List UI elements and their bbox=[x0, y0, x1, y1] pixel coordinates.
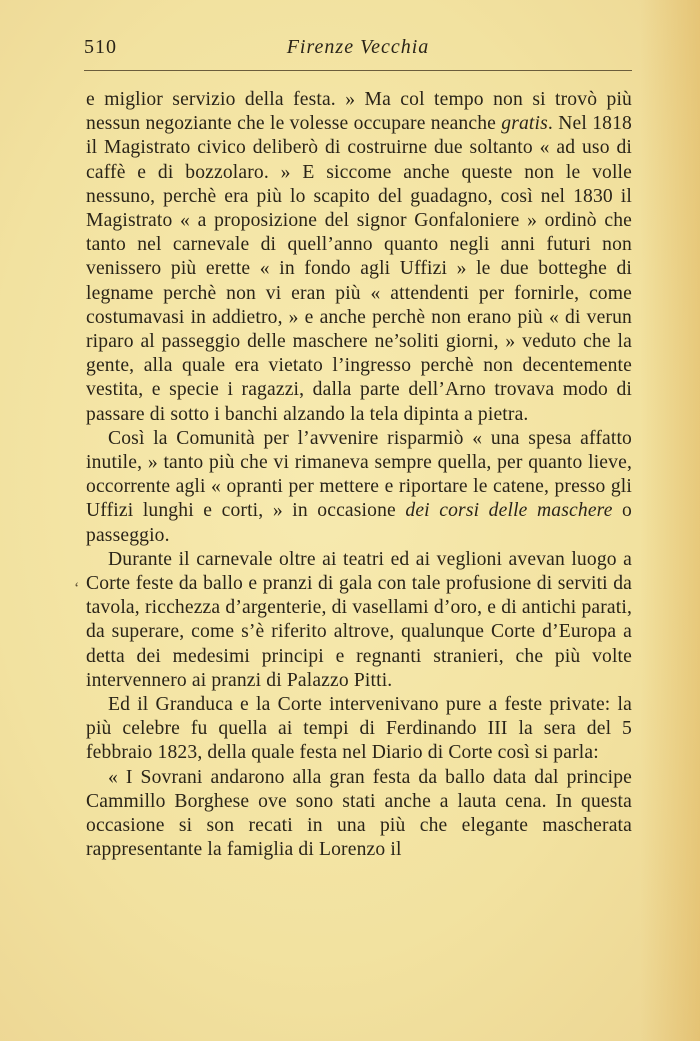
paragraph bbox=[86, 693, 632, 766]
italic-text: dei corsi delle maschere bbox=[405, 500, 613, 522]
page-number: 510 bbox=[84, 36, 117, 58]
paragraph bbox=[86, 88, 632, 427]
text-span: . Nel 1818 il Magistrato civico deliberò di costruirne due soltanto « ad uso di caffè e di bozzolaro. » E siccome anche queste non le volle nessuno, perchè era più lo scapito del guadagno, così nel 1830 il Magistrato « a proposizione del signor Gonfaloniere » ordinò che tanto nel carnevale di quell’anno quanto negli anni futuri non venissero più erette « in fondo agli Uffizi » le due botteghe di legname perchè non vi eran più « attendenti per fornirle, come costumavasi in addietro, » e anche perchè non erano più « di verun riparo al passeggio delle maschere ne’soliti giorni, » veduto che la gente, alla quale era vietato l’ingresso perchè non decentemente vestita, e specie i ragazzi, dalla parte dell’Arno trovava modo di passare di sotto i banchi alzando la tela dipinta a pietra. bbox=[86, 113, 632, 425]
text-span: e miglior servizio della festa. » Ma col tempo non si trovò più nessun negoziante che le volesse occupare neanche bbox=[86, 89, 632, 135]
paragraph bbox=[86, 427, 632, 548]
page-header bbox=[84, 36, 632, 66]
running-title: Firenze Vecchia bbox=[286, 36, 430, 58]
text-span: « I Sovrani andarono alla gran festa da ballo data dal principe Cammillo Borghese ove sono stati anche a lauta cena. In questa occasione si son recati in una più che elegante mascherata rappresentante la famiglia di Lorenzo il bbox=[86, 766, 632, 861]
body-text bbox=[86, 88, 632, 863]
header-rule bbox=[84, 70, 632, 71]
text-span: o passeggio. bbox=[86, 500, 632, 546]
paragraph bbox=[86, 548, 632, 693]
paragraph bbox=[86, 766, 632, 863]
text-span: Così la Comunità per l’avvenire risparmiò « una spesa affatto inutile, » tanto più che vi rimaneva sempre quella, per quanto lieve, occorrente agli « opranti per mettere e riportare le catene, presso gli Uffizi lunghi e corti, » in occasione bbox=[86, 427, 632, 522]
text-span: Durante il carnevale oltre ai teatri ed ai veglioni avevan luogo a Corte feste da ballo e pranzi di gala con tale profusione di serviti da tavola, ricchezza d’argenterie, di vasellami d’oro, e di antichi parati, da superare, come s’è riferito altrove, qualunque Corte d’Europa a detta dei medesimi principi e regnanti stranieri, che più volte intervennero ai pranzi di Palazzo Pitti. bbox=[86, 548, 632, 691]
margin-mark: ‘ bbox=[74, 580, 80, 597]
text-span: Ed il Granduca e la Corte intervenivano pure a feste private: la più celebre fu quella ai tempi di Ferdinando III la sera del 5 febbraio 1823, della quale festa nel Diario di Corte così si parla: bbox=[86, 694, 632, 764]
italic-text: gratis bbox=[501, 113, 548, 135]
